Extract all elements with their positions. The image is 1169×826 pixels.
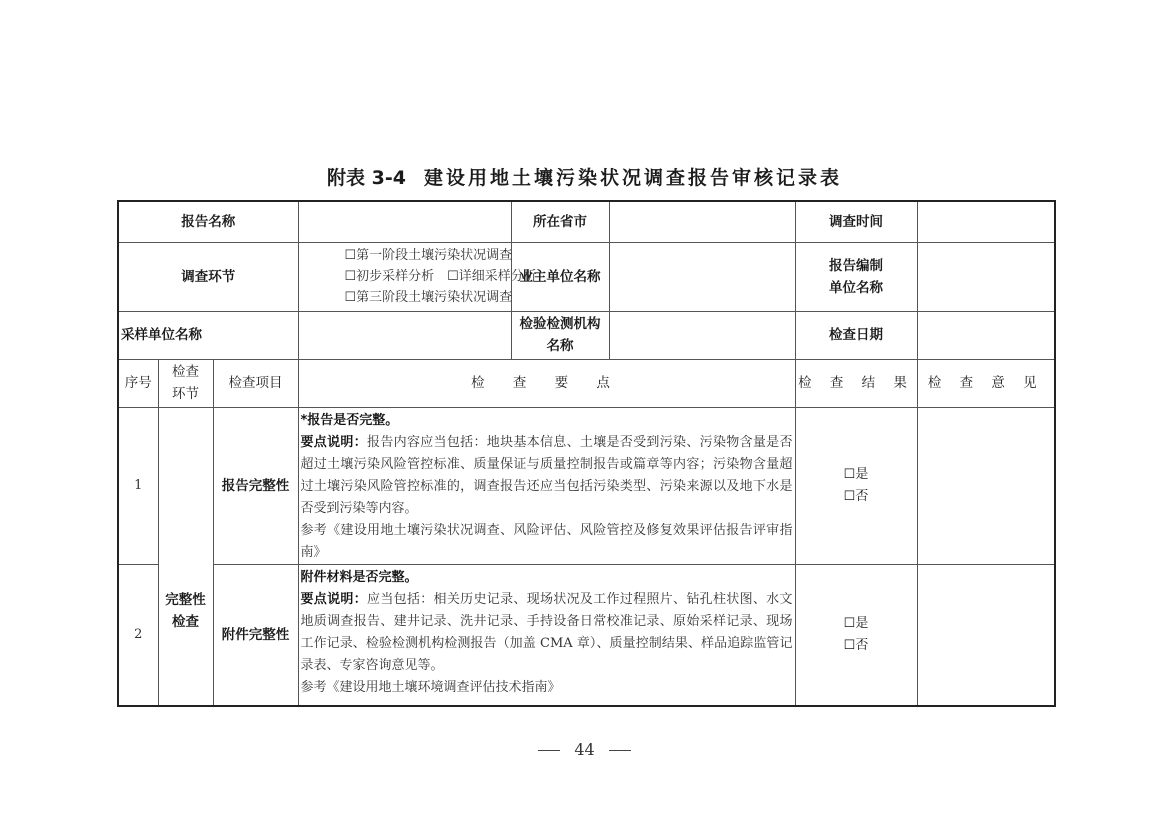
table-row <box>118 564 1055 706</box>
report-compiler-label-line2: 单位名称 <box>829 279 883 296</box>
testing-org-field[interactable] <box>609 311 795 359</box>
row-result <box>795 407 917 564</box>
page-number: 44 <box>574 740 595 759</box>
owner-unit-field[interactable] <box>609 242 795 311</box>
province-city-field[interactable] <box>609 201 795 242</box>
page-title <box>0 163 1169 190</box>
col-header-stage <box>158 359 213 407</box>
testing-org-label-line2: 名称 <box>546 338 574 354</box>
survey-stage-label: 调查环节 <box>118 242 298 311</box>
row-seq: 1 <box>118 407 158 564</box>
report-compiler-field[interactable] <box>917 242 1055 311</box>
survey-time-field[interactable] <box>917 201 1055 242</box>
row-lead: 要点说明： <box>300 434 368 450</box>
col-header-item: 检查项目 <box>213 359 298 407</box>
row-item: 报告完整性 <box>213 407 298 564</box>
stage-option-sampling-checkbox[interactable]: ☐初步采样分析 ☐详细采样分析 <box>344 269 537 284</box>
owner-unit-label: 业主单位名称 <box>511 242 609 311</box>
testing-org-label-line1: 检验检测机构 <box>519 316 601 332</box>
report-name-field[interactable] <box>298 201 511 242</box>
report-compiler-label <box>795 242 917 311</box>
title-text: 建设用地土壤污染状况调查报告审核记录表 <box>423 167 842 189</box>
table-row <box>118 407 1055 564</box>
col-header-stage-line1: 检查 <box>172 364 199 380</box>
check-stage-group <box>158 407 213 706</box>
row-opinion-field[interactable] <box>917 564 1055 706</box>
header-row-report <box>118 201 1055 242</box>
col-header-opinion: 检 查 意 见 <box>917 359 1055 407</box>
page-footer <box>0 740 1169 759</box>
result-no-checkbox[interactable]: ☐否 <box>843 488 869 504</box>
column-header-row <box>118 359 1055 407</box>
stage-option-phase3-checkbox[interactable]: ☐第三阶段土壤污染状况调查 <box>344 290 513 305</box>
row-seq: 2 <box>118 564 158 706</box>
sampling-unit-label: 采样单位名称 <box>118 311 298 359</box>
row-lead: 要点说明： <box>300 591 368 607</box>
check-date-field[interactable] <box>917 311 1055 359</box>
col-header-points: 检 查 要 点 <box>298 359 795 407</box>
row-item: 附件完整性 <box>213 564 298 706</box>
row-headline: 附件材料是否完整。 <box>300 569 418 585</box>
footer-dash-right <box>609 750 631 751</box>
survey-stage-options <box>298 242 537 311</box>
result-no-checkbox[interactable]: ☐否 <box>843 637 869 653</box>
group-label-line1: 完整性 <box>165 592 206 609</box>
check-date-label: 检查日期 <box>795 311 917 359</box>
review-record-table <box>117 200 1056 707</box>
result-yes-checkbox[interactable]: ☐是 <box>843 466 869 482</box>
title-number: 附表 3-4 <box>327 167 406 189</box>
header-row-stage <box>118 242 1055 311</box>
province-city-label: 所在省市 <box>511 201 609 242</box>
group-label-line2: 检查 <box>172 614 199 631</box>
row-opinion-field[interactable] <box>917 407 1055 564</box>
row-reference: 参考《建设用地土壤污染状况调查、风险评估、风险管控及修复效果评估报告评审指南》 <box>300 522 793 560</box>
testing-org-label <box>511 311 609 359</box>
footer-dash-left <box>538 750 560 751</box>
col-header-stage-line2: 环节 <box>172 386 199 402</box>
row-check-points <box>298 564 795 706</box>
row-body: 报告内容应当包括：地块基本信息、土壤是否受到污染、污染物含量是否超过土壤污染风险管控标准、质量保证与质量控制报告或篇章等内容；污染物含量超过土壤污染风险管控标准的，调查报告还应当包括污染类型、污染来源以及地下水是否受到污染等内容。 <box>300 434 793 516</box>
row-result <box>795 564 917 706</box>
sampling-unit-field[interactable] <box>298 311 511 359</box>
col-header-result: 检 查 结 果 <box>795 359 917 407</box>
col-header-seq: 序号 <box>118 359 158 407</box>
header-row-sampling <box>118 311 1055 359</box>
row-body: 应当包括：相关历史记录、现场状况及工作过程照片、钻孔柱状图、水文地质调查报告、建井记录、洗井记录、手持设备日常校准记录、原始采样记录、现场工作记录、检验检测机构检测报告（加盖 CMA 章）、质量控制结果、样品追踪监管记录表、专家咨询意见等。 <box>300 591 793 673</box>
report-name-label: 报告名称 <box>118 201 298 242</box>
row-reference: 参考《建设用地土壤环境调查评估技术指南》 <box>300 679 561 695</box>
row-headline: *报告是否完整。 <box>300 412 399 428</box>
report-compiler-label-line1: 报告编制 <box>829 257 883 274</box>
survey-time-label: 调查时间 <box>795 201 917 242</box>
row-check-points <box>298 407 795 564</box>
stage-option-phase1-checkbox[interactable]: ☐第一阶段土壤污染状况调查 <box>344 248 513 263</box>
result-yes-checkbox[interactable]: ☐是 <box>843 615 869 631</box>
